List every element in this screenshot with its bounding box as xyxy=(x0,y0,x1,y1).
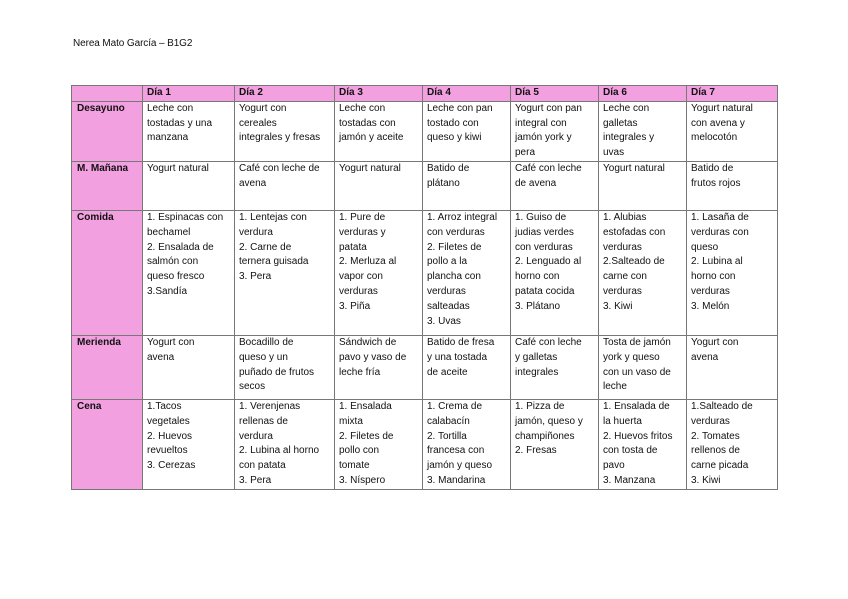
menu-cell-line: verdura xyxy=(239,226,273,238)
menu-cell xyxy=(423,210,511,335)
menu-cell-line: puñado de frutos xyxy=(239,366,315,378)
menu-cell-line: pera xyxy=(515,147,536,159)
menu-cell-line: Yogurt con pan xyxy=(515,102,582,114)
menu-cell xyxy=(423,335,511,399)
menu-cell-line: 1. Ensalada de xyxy=(603,400,670,412)
menu-cell-line: 2. Lubina al horno xyxy=(239,445,320,457)
menu-cell-line: 2. Carne de xyxy=(239,241,292,253)
menu-cell-line: Batido de xyxy=(691,162,734,174)
menu-cell xyxy=(235,210,335,335)
menu-cell-line: queso fresco xyxy=(147,271,205,283)
menu-cell-line: tostado con xyxy=(427,117,479,129)
menu-cell-line: patata xyxy=(339,241,367,253)
menu-cell-line: salteadas xyxy=(427,300,470,312)
menu-cell-line: 2. Fresas xyxy=(515,445,557,457)
menu-cell-line: integrales y xyxy=(603,132,655,144)
menu-cell-line: carne picada xyxy=(691,460,749,472)
menu-cell xyxy=(335,335,423,399)
meal-label: Desayuno xyxy=(72,101,143,161)
menu-cell-line: Leche con pan xyxy=(427,102,493,114)
menu-cell-line: bechamel xyxy=(147,226,191,238)
menu-cell-line: pollo a la xyxy=(427,256,468,268)
menu-cell-line: 3. Mandarina xyxy=(427,474,486,486)
menu-cell-line: pavo y vaso de xyxy=(339,351,407,363)
menu-cell-line: 3. Kiwi xyxy=(691,474,721,486)
menu-cell-line: avena xyxy=(691,351,719,363)
menu-cell xyxy=(143,210,235,335)
menu-cell-line: con avena y xyxy=(691,117,745,129)
menu-cell xyxy=(599,161,687,210)
menu-cell-line: verduras y xyxy=(339,226,386,238)
menu-cell-line: ternera guisada xyxy=(239,256,309,268)
menu-cell-line: tomate xyxy=(339,460,370,472)
menu-cell-line: 1. Pizza de xyxy=(515,400,565,412)
menu-cell xyxy=(423,161,511,210)
menu-cell-line: Yogurt natural xyxy=(339,162,401,174)
menu-cell-line: Yogurt con xyxy=(691,336,739,348)
menu-cell-line: avena xyxy=(239,177,267,189)
menu-cell-line: verduras con xyxy=(691,226,749,238)
menu-cell xyxy=(423,101,511,161)
menu-cell xyxy=(599,101,687,161)
menu-cell xyxy=(335,161,423,210)
menu-cell-line: verduras xyxy=(691,415,730,427)
menu-cell-line: Batido de fresa xyxy=(427,336,495,348)
menu-cell-line: 3. Uvas xyxy=(427,315,461,327)
menu-cell-line: vegetales xyxy=(147,415,190,427)
meal-row xyxy=(72,101,778,161)
menu-cell-line: estofadas con xyxy=(603,226,666,238)
menu-cell xyxy=(235,335,335,399)
meal-label: Cena xyxy=(72,399,143,489)
menu-cell-line: 2. Ensalada de xyxy=(147,241,214,253)
menu-cell-line: queso xyxy=(691,241,719,253)
menu-cell-line: judias verdes xyxy=(515,226,574,238)
menu-cell-line: Bocadillo de xyxy=(239,336,294,348)
menu-cell-line: 2. Lubina al xyxy=(691,256,743,268)
menu-cell-line: verduras xyxy=(603,241,642,253)
day-header: Día 1 xyxy=(143,86,235,102)
menu-cell-line: integrales y fresas xyxy=(239,132,321,144)
menu-cell-line: 1. Lentejas con xyxy=(239,211,307,223)
menu-cell-line: Yogurt natural xyxy=(147,162,209,174)
menu-cell-line: 2. Huevos fritos xyxy=(603,430,673,442)
menu-cell-line: rellenas de xyxy=(239,415,288,427)
meal-row xyxy=(72,335,778,399)
menu-cell-line: leche xyxy=(603,381,627,393)
menu-cell xyxy=(687,335,778,399)
menu-cell-line: 2. Lenguado al xyxy=(515,256,582,268)
day-header: Día 5 xyxy=(511,86,599,102)
menu-cell xyxy=(143,399,235,489)
weekly-menu-table xyxy=(71,85,778,490)
menu-cell-line: tostadas y una xyxy=(147,117,213,129)
menu-cell xyxy=(599,210,687,335)
menu-cell-line: pollo con xyxy=(339,445,380,457)
menu-cell-line: jamón, queso y xyxy=(515,415,583,427)
menu-cell-line: 1. Guiso de xyxy=(515,211,567,223)
author-line: Nerea Mato García – B1G2 xyxy=(73,38,193,49)
menu-cell-line: de aceite xyxy=(427,366,468,378)
menu-cell-line: 3. Níspero xyxy=(339,474,386,486)
menu-cell xyxy=(511,335,599,399)
menu-cell-line: queso y kiwi xyxy=(427,132,482,144)
day-header: Día 2 xyxy=(235,86,335,102)
menu-cell-line: secos xyxy=(239,381,266,393)
menu-cell-line: Yogurt con xyxy=(147,336,195,348)
menu-cell-line: rellenos de xyxy=(691,445,740,457)
menu-cell-line: champiñones xyxy=(515,430,575,442)
menu-cell-line: avena xyxy=(147,351,175,363)
menu-cell xyxy=(599,335,687,399)
menu-cell-line: pavo xyxy=(603,460,625,472)
menu-cell xyxy=(235,399,335,489)
menu-cell-line: y galletas xyxy=(515,351,558,363)
menu-cell-line: Café con leche xyxy=(515,162,582,174)
menu-cell-line: verduras xyxy=(691,285,730,297)
menu-cell-line: horno con xyxy=(691,271,736,283)
corner-cell xyxy=(72,86,143,102)
menu-cell-line: y una tostada xyxy=(427,351,488,363)
menu-cell xyxy=(687,210,778,335)
menu-cell-line: Sándwich de xyxy=(339,336,397,348)
menu-cell-line: horno con xyxy=(515,271,560,283)
menu-cell-line: 1. Arroz integral xyxy=(427,211,498,223)
menu-cell xyxy=(235,101,335,161)
menu-cell-line: 1. Crema de xyxy=(427,400,483,412)
menu-cell-line: 3. Pera xyxy=(239,271,272,283)
menu-cell xyxy=(687,161,778,210)
menu-cell-line: 1. Espinacas con xyxy=(147,211,224,223)
menu-cell-line: verdura xyxy=(239,430,273,442)
menu-cell-line: verduras xyxy=(603,285,642,297)
menu-cell xyxy=(423,399,511,489)
menu-cell-line: la huerta xyxy=(603,415,642,427)
menu-cell-line: verduras xyxy=(427,285,466,297)
menu-cell-line: patata cocida xyxy=(515,285,575,297)
menu-cell-line: 1. Alubias xyxy=(603,211,647,223)
menu-cell-line: tostadas con xyxy=(339,117,396,129)
menu-cell-line: leche fría xyxy=(339,366,381,378)
menu-cell xyxy=(235,161,335,210)
menu-cell-line: Café con leche xyxy=(515,336,582,348)
menu-cell-line: 2.Salteado de xyxy=(603,256,665,268)
menu-cell-line: 1. Lasaña de xyxy=(691,211,749,223)
day-header: Día 7 xyxy=(687,86,778,102)
menu-cell-line: revueltos xyxy=(147,445,188,457)
day-header: Día 3 xyxy=(335,86,423,102)
meal-label: Merienda xyxy=(72,335,143,399)
meal-row xyxy=(72,210,778,335)
menu-cell xyxy=(143,335,235,399)
menu-cell xyxy=(511,399,599,489)
menu-cell xyxy=(335,210,423,335)
day-header: Día 4 xyxy=(423,86,511,102)
menu-cell-line: 2. Tortilla xyxy=(427,430,467,442)
menu-cell-line: 1. Ensalada xyxy=(339,400,392,412)
menu-cell-line: mixta xyxy=(339,415,363,427)
menu-cell-line: 1.Tacos xyxy=(147,400,182,412)
meal-label: Comida xyxy=(72,210,143,335)
menu-cell xyxy=(143,161,235,210)
menu-cell-line: melocotón xyxy=(691,132,738,144)
menu-cell-line: 1. Pure de xyxy=(339,211,386,223)
menu-cell-line: Leche con xyxy=(603,102,650,114)
menu-cell-line: Yogurt con xyxy=(239,102,287,114)
menu-cell-line: 3. Manzana xyxy=(603,474,656,486)
menu-cell-line: 3. Plátano xyxy=(515,300,561,312)
menu-cell-line: 2. Merluza al xyxy=(339,256,397,268)
menu-cell-line: con verduras xyxy=(427,226,485,238)
menu-cell-line: Yogurt natural xyxy=(691,102,753,114)
menu-cell-line: 3. Pera xyxy=(239,474,272,486)
menu-cell-line: verduras xyxy=(339,285,378,297)
menu-cell-line: integrales xyxy=(515,366,559,378)
menu-cell xyxy=(335,399,423,489)
menu-cell-line: Tosta de jamón xyxy=(603,336,671,348)
menu-cell-line: galletas xyxy=(603,117,638,129)
menu-cell xyxy=(687,101,778,161)
menu-cell xyxy=(511,161,599,210)
menu-cell-line: Café con leche de xyxy=(239,162,320,174)
menu-cell-line: carne con xyxy=(603,271,647,283)
day-header: Día 6 xyxy=(599,86,687,102)
menu-cell xyxy=(143,101,235,161)
menu-cell-line: calabacín xyxy=(427,415,470,427)
menu-cell-line: con verduras xyxy=(515,241,573,253)
menu-cell-line: york y queso xyxy=(603,351,660,363)
menu-cell-line: cereales xyxy=(239,117,277,129)
menu-cell-line: 1.Salteado de xyxy=(691,400,753,412)
menu-cell-line: plancha con xyxy=(427,271,481,283)
menu-cell-line: jamón y aceite xyxy=(339,132,404,144)
menu-cell-line: jamón y queso xyxy=(427,460,493,472)
meal-row xyxy=(72,161,778,210)
menu-cell-line: con un vaso de xyxy=(603,366,671,378)
menu-cell-line: Leche con xyxy=(147,102,194,114)
menu-cell-line: 2. Filetes de xyxy=(427,241,482,253)
menu-cell-line: salmón con xyxy=(147,256,199,268)
menu-cell-line: uvas xyxy=(603,147,625,159)
menu-cell xyxy=(335,101,423,161)
menu-cell-line: 2. Huevos xyxy=(147,430,193,442)
menu-cell-line: Batido de xyxy=(427,162,470,174)
menu-cell-line: 3. Piña xyxy=(339,300,371,312)
menu-cell-line: de avena xyxy=(515,177,557,189)
menu-cell-line: jamón york y xyxy=(515,132,572,144)
menu-cell-line: con tosta de xyxy=(603,445,658,457)
menu-cell-line: vapor con xyxy=(339,271,383,283)
meal-row xyxy=(72,399,778,489)
menu-cell-line: 3.Sandía xyxy=(147,285,188,297)
menu-cell-line: Leche con xyxy=(339,102,386,114)
header-row xyxy=(72,86,778,102)
menu-cell-line: queso y un xyxy=(239,351,288,363)
menu-cell xyxy=(511,210,599,335)
menu-cell xyxy=(687,399,778,489)
menu-cell-line: manzana xyxy=(147,132,189,144)
menu-cell-line: 3. Melón xyxy=(691,300,730,312)
menu-cell-line: 2. Filetes de xyxy=(339,430,394,442)
menu-cell-line: integral con xyxy=(515,117,567,129)
menu-cell-line: 3. Kiwi xyxy=(603,300,633,312)
menu-cell xyxy=(599,399,687,489)
menu-cell-line: francesa con xyxy=(427,445,485,457)
menu-cell-line: plátano xyxy=(427,177,460,189)
menu-cell-line: con patata xyxy=(239,460,286,472)
menu-cell-line: frutos rojos xyxy=(691,177,741,189)
menu-cell-line: Yogurt natural xyxy=(603,162,665,174)
menu-cell-line: 1. Verenjenas xyxy=(239,400,301,412)
menu-cell-line: 2. Tomates xyxy=(691,430,740,442)
menu-cell-line: 3. Cerezas xyxy=(147,460,196,472)
menu-cell xyxy=(511,101,599,161)
meal-label: M. Mañana xyxy=(72,161,143,210)
